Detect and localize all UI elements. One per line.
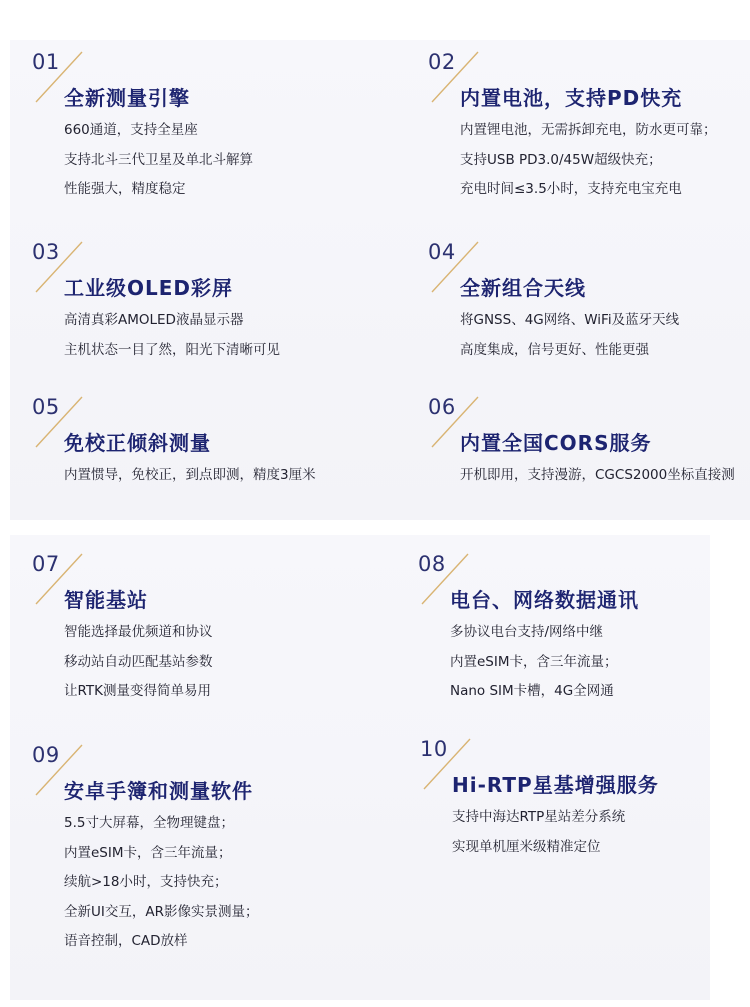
feature-line: 续航>18小时，支持快充； bbox=[64, 874, 228, 890]
feature-line: 高清真彩AMOLED液晶显示器 bbox=[64, 312, 244, 328]
feature-line: 主机状态一目了然，阳光下清晰可见 bbox=[64, 341, 280, 358]
feature-number: 03 bbox=[32, 240, 60, 264]
feature-description bbox=[460, 310, 679, 369]
feature-description bbox=[460, 120, 717, 209]
feature-line: 移动站自动匹配基站参数 bbox=[64, 653, 213, 670]
feature-line: 高度集成，信号更好、性能更强 bbox=[460, 341, 649, 358]
feature-line: 支持北斗三代卫星及单北斗解算 bbox=[64, 151, 253, 168]
feature-number: 09 bbox=[32, 743, 60, 767]
feature-number: 10 bbox=[420, 737, 448, 761]
feature-line: 内置eSIM卡，含三年流量； bbox=[450, 653, 618, 670]
feature-number: 04 bbox=[428, 240, 456, 264]
feature-number: 01 bbox=[32, 50, 60, 74]
feature-title: 电台、网络数据通讯 bbox=[450, 588, 639, 612]
feature-number: 08 bbox=[418, 552, 446, 576]
feature-line: 将GNSS、4G网络、WiFi及蓝牙天线 bbox=[460, 312, 680, 328]
feature-description bbox=[64, 465, 316, 495]
feature-title: 智能基站 bbox=[64, 588, 148, 612]
feature-line: 660通道，支持全星座 bbox=[64, 122, 198, 138]
feature-line: 支持USB PD3.0/45W超级快充； bbox=[460, 151, 662, 168]
feature-line: 性能强大，精度稳定 bbox=[64, 181, 186, 197]
feature-title: 免校正倾斜测量 bbox=[64, 431, 211, 455]
feature-line: 语音控制，CAD放样 bbox=[64, 933, 188, 949]
feature-line: 内置惯导，免校正，到点即测，精度3厘米 bbox=[64, 467, 316, 483]
feature-description bbox=[452, 807, 625, 866]
feature-description bbox=[460, 465, 735, 495]
feature-line: 开机即用，支持漫游，CGCS2000坐标直接测 bbox=[460, 467, 735, 483]
feature-number: 07 bbox=[32, 552, 60, 576]
feature-line: 全新UI交互，AR影像实景测量； bbox=[64, 903, 259, 920]
feature-description bbox=[64, 310, 280, 369]
feature-title: 安卓手簿和测量软件 bbox=[64, 779, 253, 803]
feature-number: 02 bbox=[428, 50, 456, 74]
feature-line: 让RTK测量变得简单易用 bbox=[64, 683, 211, 699]
feature-number: 06 bbox=[428, 395, 456, 419]
feature-line: 实现单机厘米级精准定位 bbox=[452, 838, 601, 855]
feature-description bbox=[64, 622, 213, 711]
feature-line: 智能选择最优频道和协议 bbox=[64, 624, 213, 640]
feature-line: 内置eSIM卡，含三年流量； bbox=[64, 844, 232, 861]
feature-title: Hi-RTP星基增强服务 bbox=[452, 773, 659, 797]
feature-title: 内置全国CORS服务 bbox=[460, 431, 652, 455]
feature-line: 支持中海达RTP星站差分系统 bbox=[452, 809, 626, 825]
feature-title: 全新组合天线 bbox=[460, 276, 586, 300]
feature-line: 5.5寸大屏幕，全物理键盘； bbox=[64, 815, 234, 831]
feature-description bbox=[64, 813, 258, 961]
feature-line: 内置锂电池，无需拆卸充电，防水更可靠； bbox=[460, 122, 717, 138]
feature-number: 05 bbox=[32, 395, 60, 419]
feature-line: 充电时间≤3.5小时，支持充电宝充电 bbox=[460, 181, 682, 197]
feature-title: 内置电池，支持PD快充 bbox=[460, 86, 683, 110]
feature-line: Nano SIM卡槽，4G全网通 bbox=[450, 683, 614, 699]
feature-description bbox=[450, 622, 618, 711]
feature-title: 工业级OLED彩屏 bbox=[64, 276, 234, 300]
feature-line: 多协议电台支持/网络中继 bbox=[450, 624, 604, 640]
feature-title: 全新测量引擎 bbox=[64, 86, 190, 110]
feature-description bbox=[64, 120, 253, 209]
